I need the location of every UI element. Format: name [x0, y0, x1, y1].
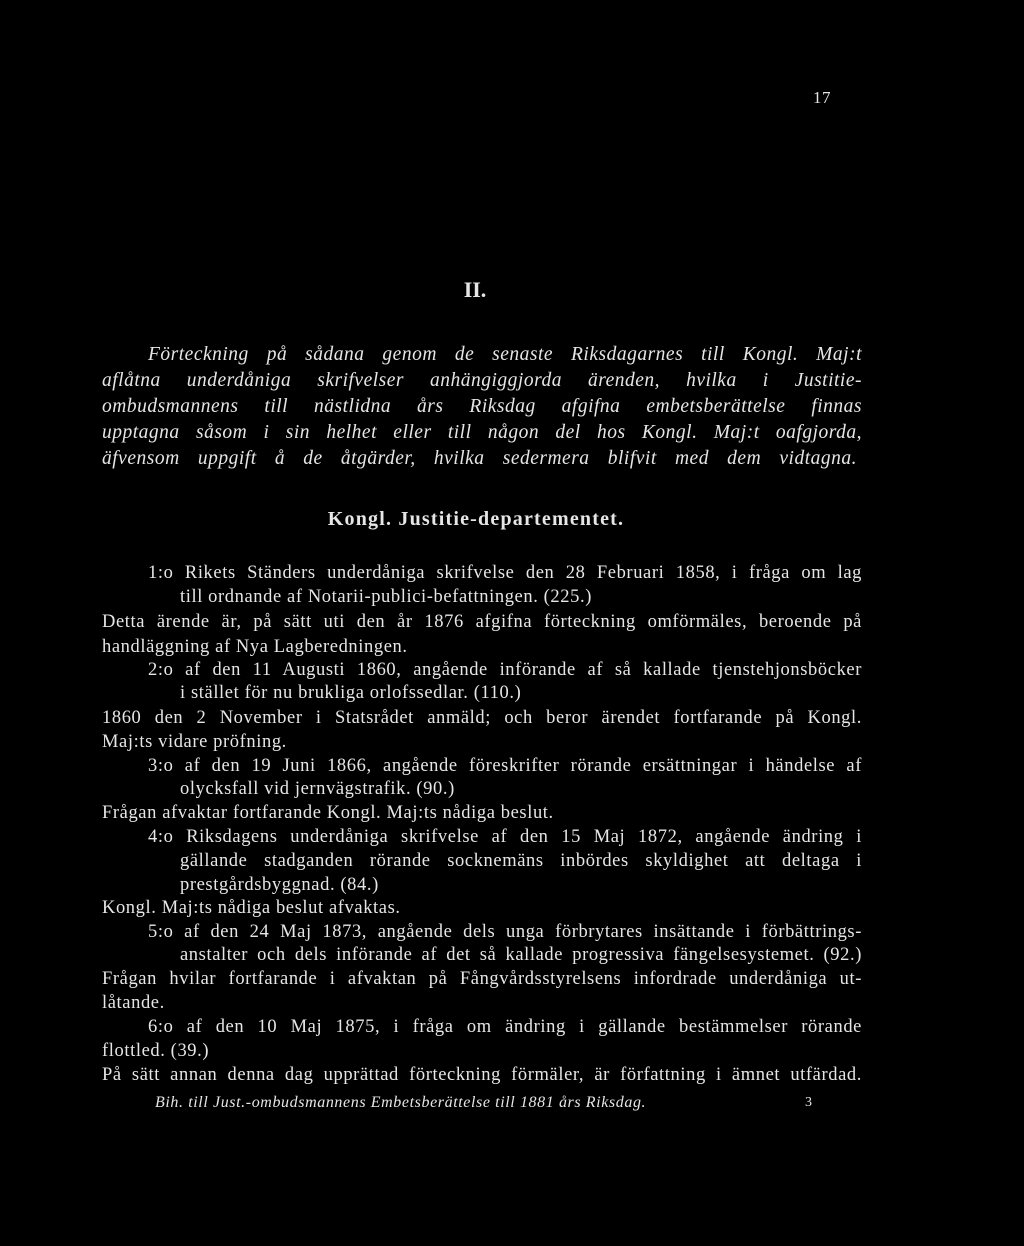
- entry-first-line: [148, 825, 862, 849]
- entry-text: af den 24 Maj 1873, angående dels unga förbrytares insättande i förbättrings-: [184, 922, 862, 942]
- entry-first-line: [148, 561, 862, 585]
- entry-number: 2:o: [148, 660, 174, 680]
- entry-first-line: [148, 920, 862, 944]
- entry-line: prestgårdsbyggnad. (84.): [180, 875, 379, 895]
- signature-mark: 3: [805, 1095, 812, 1110]
- entry-number: 1:o: [148, 563, 174, 583]
- entry-number: 6:o: [148, 1017, 174, 1037]
- page-number: 17: [813, 88, 831, 107]
- intro-line: upptagna såsom i sin helhet eller till någon del hos Kongl. Maj:t oafgjorda,: [102, 422, 862, 443]
- entry-number: 5:o: [148, 922, 174, 942]
- entry-status-line: Kongl. Maj:ts nådiga beslut afvaktas.: [102, 898, 401, 918]
- entry-status-line: låtande.: [102, 993, 165, 1013]
- entry-text: Riksdagens underdåniga skrifvelse af den 15 Maj 1872, angående ändring i: [186, 827, 862, 847]
- intro-line: Förteckning på sådana genom de senaste Riksdagarnes till Kongl. Maj:t: [148, 344, 862, 365]
- intro-line: ombudsmannens till nästlidna års Riksdag afgifna embetsberättelse finnas: [102, 396, 862, 417]
- entry-status-line: Frågan hvilar fortfarande i afvaktan på Fångvårdsstyrelsens infordrade underdåniga ut-: [102, 969, 862, 989]
- entry-number: 3:o: [148, 756, 174, 776]
- entry-line: i stället för nu brukliga orlofssedlar. (110.): [180, 683, 522, 703]
- entry-line: anstalter och dels införande af det så kallade progressiva fängelsesystemet. (92.): [180, 945, 862, 965]
- entry-text: Rikets Ständers underdåniga skrifvelse den 28 Februari 1858, i fråga om lag: [184, 563, 862, 583]
- entry-line: flottled. (39.): [102, 1041, 210, 1061]
- footer-text: Bih. till Just.-ombudsmannens Embetsberättelse till 1881 års Riksdag.: [155, 1094, 647, 1111]
- entry-status-line: 1860 den 2 November i Statsrådet anmäld; och beror ärendet fortfarande på Kongl.: [102, 708, 862, 728]
- entry-status-line: Maj:ts vidare pröfning.: [102, 732, 287, 752]
- entry-status-line: Frågan afvaktar fortfarande Kongl. Maj:ts nådiga beslut.: [102, 803, 554, 823]
- entry-line: gällande stadganden rörande socknemäns inbördes skyldighet att deltaga i: [180, 851, 862, 871]
- entry-first-line: [148, 754, 862, 778]
- entry-status-line: Detta ärende är, på sätt uti den år 1876 afgifna förteckning omförmäles, beroende på: [102, 612, 862, 632]
- department-heading: Kongl. Justitie-departementet.: [327, 508, 625, 530]
- entry-first-line: [148, 1015, 862, 1039]
- entry-first-line: [148, 658, 862, 682]
- entry-number: 4:o: [148, 827, 174, 847]
- entry-text: af den 11 Augusti 1860, angående införande af så kallade tjenstehjonsböcker: [185, 660, 862, 680]
- entry-status-line: På sätt annan denna dag upprättad förteckning förmäler, är författning i ämnet utfärdad.: [102, 1065, 862, 1085]
- intro-line: äfvensom uppgift å de åtgärder, hvilka sedermera blifvit med dem vidtagna.: [102, 448, 857, 469]
- entry-line: till ordnande af Notarii-publici-befattningen. (225.): [180, 587, 592, 607]
- entry-text: af den 19 Juni 1866, angående föreskrifter rörande ersättningar i händelse af: [184, 756, 862, 776]
- intro-line: aflåtna underdåniga skrifvelser anhängiggjorda ärenden, hvilka i Justitie-: [102, 370, 862, 391]
- entry-status-line: handläggning af Nya Lagberedningen.: [102, 637, 408, 657]
- entry-text: af den 10 Maj 1875, i fråga om ändring i gällande bestämmelser rörande: [186, 1017, 862, 1037]
- section-numeral: II.: [463, 277, 487, 302]
- entry-line: olycksfall vid jernvägstrafik. (90.): [180, 779, 455, 799]
